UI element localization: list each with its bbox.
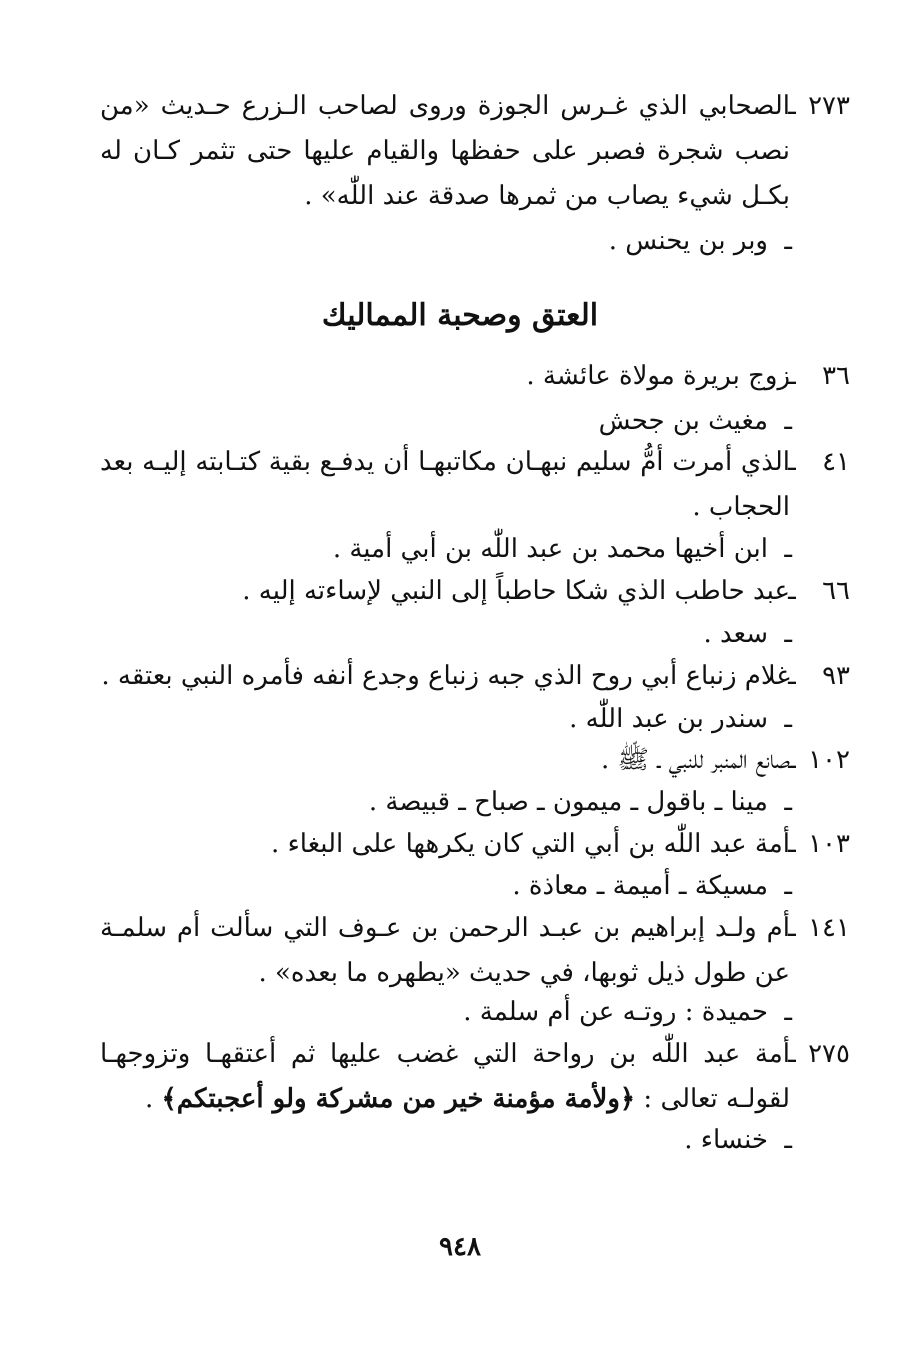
- entry-number: ٢٧٣ ـ: [788, 91, 850, 121]
- entry-number: ١٠٢ ـ: [788, 745, 850, 775]
- entry-93-name: ـسندر بن عبد اللّٰه .: [569, 704, 792, 734]
- entry-text: صانع المنبر للنبي ـ ﷺ .: [600, 745, 790, 775]
- entry-text: عبد حاطب الذي شكا حاطباً إلى النبي لإساءته إليه .: [242, 576, 790, 606]
- entry-36: [100, 354, 850, 399]
- entry-66-name: ـسعد .: [703, 619, 792, 649]
- entry-103: [100, 822, 850, 867]
- entry-text: أمة عبد اللّٰه بن أبي التي كان يكرهها على البغاء .: [271, 829, 790, 859]
- entry-text: أمة عبد اللّٰه بن رواحة التي غضب عليها ثم أعتقهـا وتزوجهـا لقولـه تعالى :: [100, 1039, 790, 1114]
- page-number: ٩٤٨: [439, 1232, 481, 1262]
- entry-number: ١٤١ ـ: [788, 913, 850, 943]
- entry-93: [100, 654, 850, 699]
- entry-102: [100, 738, 850, 783]
- entry-66: [100, 569, 850, 614]
- entry-102-name: ـمينا ـ باقول ـ ميمون ـ صباح ـ قبيصة .: [368, 787, 792, 817]
- entry-number: ٢٧٥ ـ: [788, 1039, 850, 1069]
- entry-41-name: ـابن أخيها محمد بن عبد اللّٰه بن أبي أمية .: [332, 534, 792, 564]
- entry-text: غلام زنباع أبي روح الذي جبه زنباع وجدع أنفه فأمره النبي بعتقه .: [101, 661, 790, 691]
- entry-number: ٣٦ ـ: [788, 361, 850, 391]
- entry-141-name: ـحميدة : روتـه عن أم سلمة .: [463, 997, 792, 1027]
- entry-275: ٢٧٥ ـ أمة عبد اللّٰه بن رواحة التي غضب عليها ثم أعتقهـا وتزوجهـا لقولـه تعالى : ﴿ولأمة مؤمنة خير من مشركة ولو أعجبتكم﴾ .: [100, 1032, 790, 1122]
- entry-text: أم ولـد إبراهيم بن عبـد الرحمن بن عـوف التي سألت أم سلمـة عن طول ذيل ثوبها، في حديث «يطهره ما بعده» .: [100, 913, 790, 988]
- entry-number: ٦٦ ـ: [788, 576, 850, 606]
- section-title: العتق وصحبة المماليك: [321, 298, 599, 333]
- entry-number: ٤١ ـ: [788, 447, 850, 477]
- quran-quote: ﴿ولأمة مؤمنة خير من مشركة ولو أعجبتكم﴾: [161, 1084, 636, 1114]
- entry-text: الصحابي الذي غـرس الجوزة وروى لصاحب الـزرع حـديث «من نصب شجرة فصبر على حفظها والقيام عليها حتى تثمر كـان له بكـل شيء يصاب من ثمرها صدقة عند اللّٰه» .: [100, 91, 790, 211]
- entry-text: الذي أمرت أمُّ سليم نبهـان مكاتبهـا أن يدفـع بقية كتـابته إليـه بعد الحجاب .: [100, 447, 790, 522]
- entry-273: [100, 84, 850, 219]
- entry-36-name: ـمغيث بن جحش: [598, 406, 792, 436]
- entry-number: ١٠٣ ـ: [788, 829, 850, 859]
- entry-273-name: ـوبر بن يحنس .: [608, 226, 792, 256]
- entry-141: [100, 906, 850, 996]
- entry-text: زوج بريرة مولاة عائشة .: [526, 361, 790, 391]
- entry-103-name: ـمسيكة ـ أميمة ـ معاذة .: [512, 871, 792, 901]
- entry-number: ٩٣ ـ: [788, 661, 850, 691]
- entry-41: [100, 440, 850, 530]
- entry-275-name: ـخنساء .: [684, 1125, 792, 1155]
